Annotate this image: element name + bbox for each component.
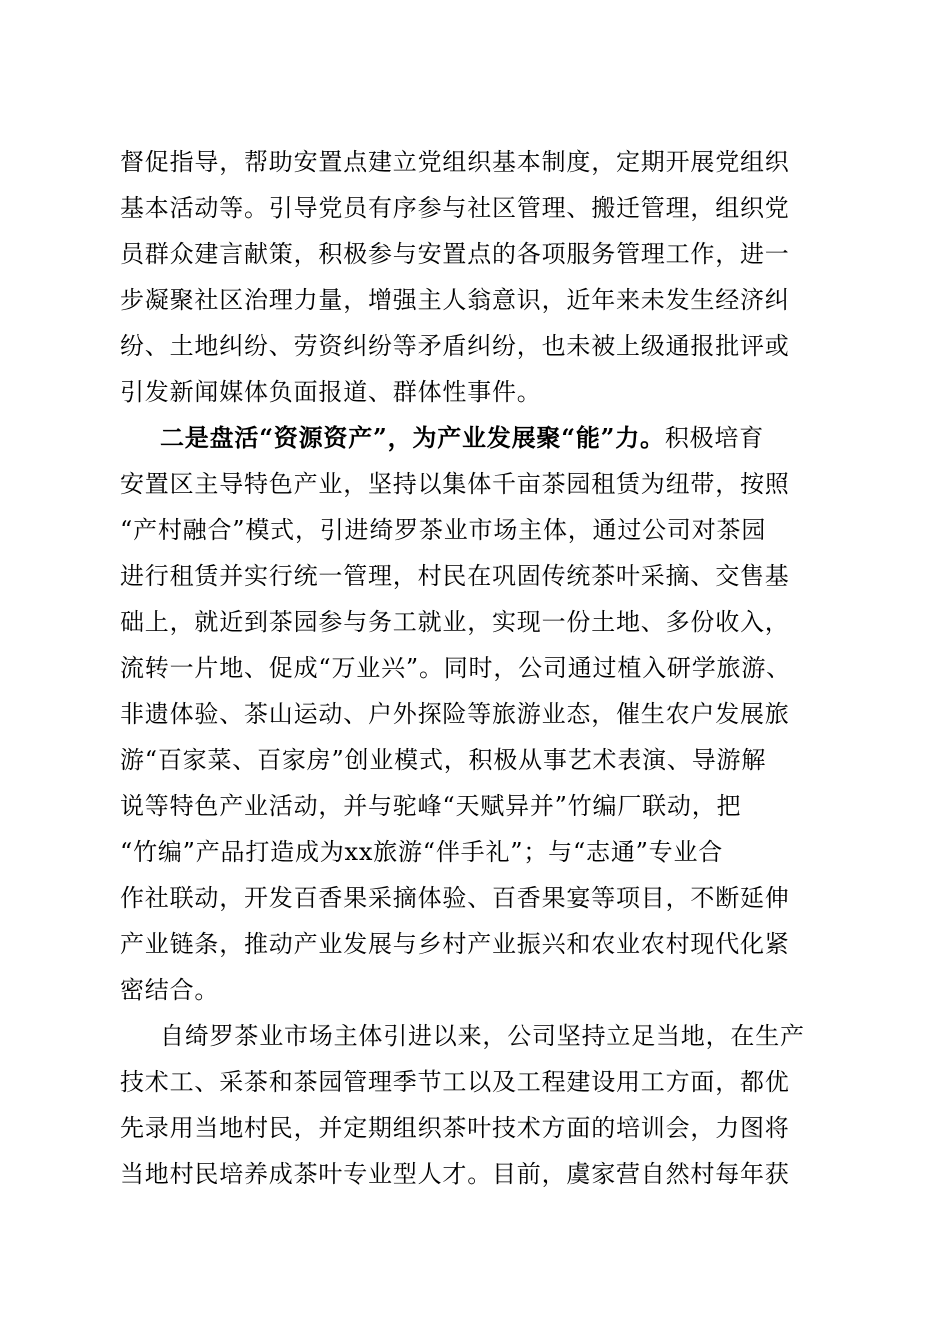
text-line: 流转一片地、促成“万业兴”。同时，公司通过植入研学旅游、: [120, 654, 791, 682]
text-line: 密结合。: [120, 976, 220, 1004]
paragraph-first-line: [0, 418, 950, 458]
text-line: 督促指导，帮助安置点建立党组织基本制度，定期开展党组织: [120, 148, 790, 176]
text-line: 游“百家菜、百家房”创业模式，积极从事艺术表演、导游解: [120, 746, 767, 774]
text-line: 纷、土地纠纷、劳资纠纷等矛盾纠纷，也未被上级通报批评或: [120, 332, 790, 360]
text-line: 非遗体验、茶山运动、户外探险等旅游业态，催生农户发展旅: [120, 700, 790, 728]
text-line: 说等特色产业活动，并与驼峰“天赋异并”竹编厂联动，把: [120, 792, 742, 820]
text-line: 当地村民培养成茶叶专业型人才。目前，虞家营自然村每年获: [120, 1160, 790, 1188]
text-line: 先录用当地村民，并定期组织茶叶技术方面的培训会，力图将: [120, 1114, 790, 1142]
text-line: 基本活动等。引导党员有序参与社区管理、搬迁管理，组织党: [120, 194, 790, 222]
text-line: “产村融合”模式，引进绮罗茶业市场主体，通过公司对茶园: [120, 516, 767, 544]
text-run: 积极培育: [664, 424, 765, 452]
text-line: 引发新闻媒体负面报道、群体性事件。: [120, 378, 542, 406]
text-line: 技术工、采茶和茶园管理季节工以及工程建设用工方面，都优: [120, 1068, 790, 1096]
text-line: 员群众建言献策，积极参与安置点的各项服务管理工作，进一: [120, 240, 790, 268]
text-line: “竹编”产品打造成为xx旅游“伴手礼”；与“志通”专业合: [120, 838, 724, 866]
text-line: 安置区主导特色产业，坚持以集体千亩茶园租赁为纽带，按照: [120, 470, 790, 498]
text-line: 自绮罗茶业市场主体引进以来，公司坚持立足当地，在生产: [160, 1022, 805, 1050]
text-line: 作社联动，开发百香果采摘体验、百香果宴等项目，不断延伸: [120, 884, 790, 912]
section-heading: 二是盘活“资源资产”，为产业发展聚“能”力。: [160, 423, 665, 452]
text-line: 础上，就近到茶园参与务工就业，实现一份土地、多份收入，: [120, 608, 790, 636]
text-line: 产业链条，推动产业发展与乡村产业振兴和农业农村现代化紧: [120, 930, 790, 958]
text-line: 步凝聚社区治理力量，增强主人翁意识，近年来未发生经济纠: [120, 286, 790, 314]
text-line: 进行租赁并实行统一管理，村民在巩固传统茶叶采摘、交售基: [120, 562, 790, 590]
